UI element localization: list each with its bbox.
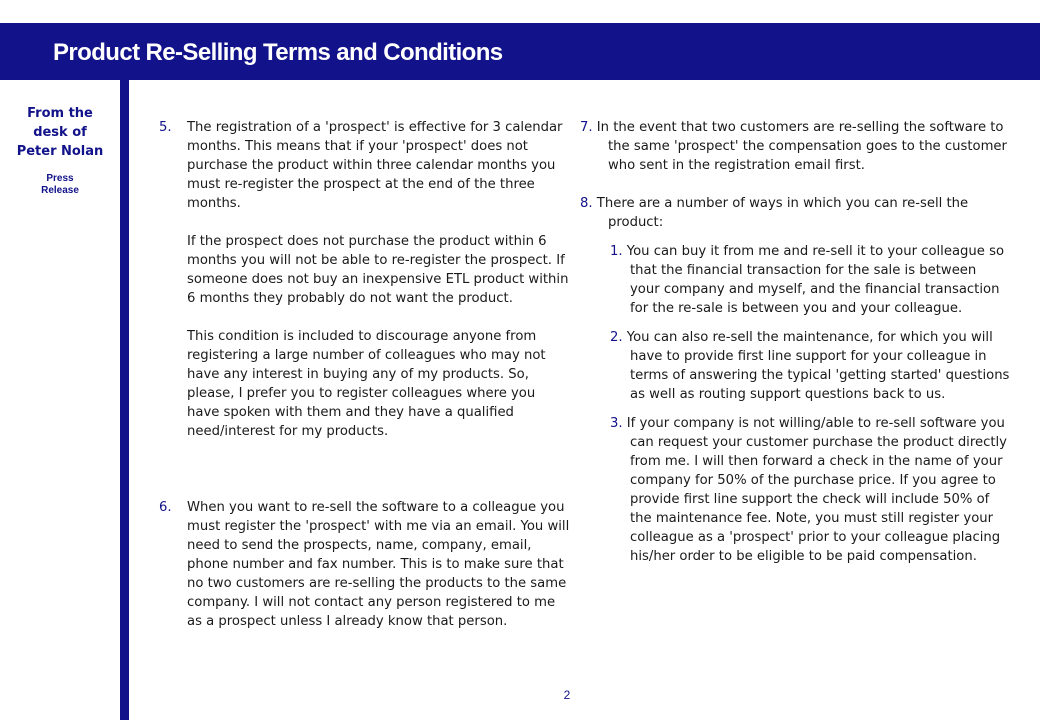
paragraph: If the prospect does not purchase the product within 6 months you will not be able to re-register the prospect. If someone does not buy an inexpensive ETL product within 6 months they probably do not want the product. <box>187 234 569 306</box>
press-release-label <box>0 173 120 197</box>
subitem-3 <box>610 414 1010 566</box>
paragraph: In the event that two customers are re-selling the software to the same 'prospect' the compensation goes to the customer who sent in the registration email first. <box>596 120 1007 173</box>
term-item-7 <box>580 118 1010 175</box>
paragraph: The registration of a 'prospect' is effective for 3 calendar months. This means that if your 'prospect' does not purchase the product within three calendar months you must re-register the prospect at the end of the three months. <box>187 120 563 211</box>
right-column <box>580 118 1010 566</box>
item-number: 6. <box>159 500 172 515</box>
paragraph: You can buy it from me and re-sell it to your colleague so that the financial transaction for the sale is between your company and myself, and the financial transaction for the re-sale is between you and your colleague. <box>626 244 1005 316</box>
subitem-number: 1. <box>610 244 623 259</box>
sidebar <box>0 104 120 197</box>
subitem-number: 3. <box>610 416 623 431</box>
author-name: Peter Nolan <box>16 144 104 159</box>
paragraph: This condition is included to discourage anyone from registering a large number of colleagues who may not have any interest in buying any of my products. So, please, I prefer you to register colleagues where you have spoken with them and they have a qualified need/interest for my products. <box>187 329 546 439</box>
press-line: Release <box>41 185 79 196</box>
vertical-divider <box>120 80 129 720</box>
page-number: 2 <box>563 688 571 702</box>
paragraph: If your company is not willing/able to re-sell software you can request your customer purchase the product directly from me. I will then forward a check in the name of your company for 50% of the purchase price. If you agree to provide first line support the check will include 50% of the maintenance fee. Note, you must still register your colleague as a 'prospect' prior to your colleague placing his/her order to be eligible to be paid compensation. <box>626 416 1007 564</box>
title-banner <box>0 23 1040 80</box>
paragraph: You can also re-sell the maintenance, for which you will have to provide first line support for your colleague in terms of answering the typical 'getting started' questions as well as routing support questions back to us. <box>626 330 1010 402</box>
paragraph: There are a number of ways in which you can re-sell the product: <box>596 196 969 230</box>
from-desk-label <box>0 104 120 161</box>
term-item-8 <box>580 194 1010 232</box>
press-line: Press <box>46 173 74 184</box>
term-item-6 <box>159 498 571 631</box>
item-number: 8. <box>580 196 593 211</box>
item-number: 5. <box>159 120 172 135</box>
left-column <box>159 118 571 631</box>
subitem-number: 2. <box>610 330 623 345</box>
page-title: Product Re-Selling Terms and Conditions <box>53 39 503 66</box>
from-line: desk of <box>33 125 87 140</box>
from-line: From the <box>27 106 93 121</box>
term-item-5 <box>159 118 571 441</box>
item-number: 7. <box>580 120 593 135</box>
paragraph: When you want to re-sell the software to a colleague you must register the 'prospect' with me via an email. You will need to send the prospects, name, company, email, phone number and fax number. This is to make sure that no two customers are re-selling the products to the same company. I will not contact any person registered to me as a prospect unless I already know that person. <box>187 500 570 629</box>
subitem-1 <box>610 242 1010 318</box>
subitem-2 <box>610 328 1010 404</box>
